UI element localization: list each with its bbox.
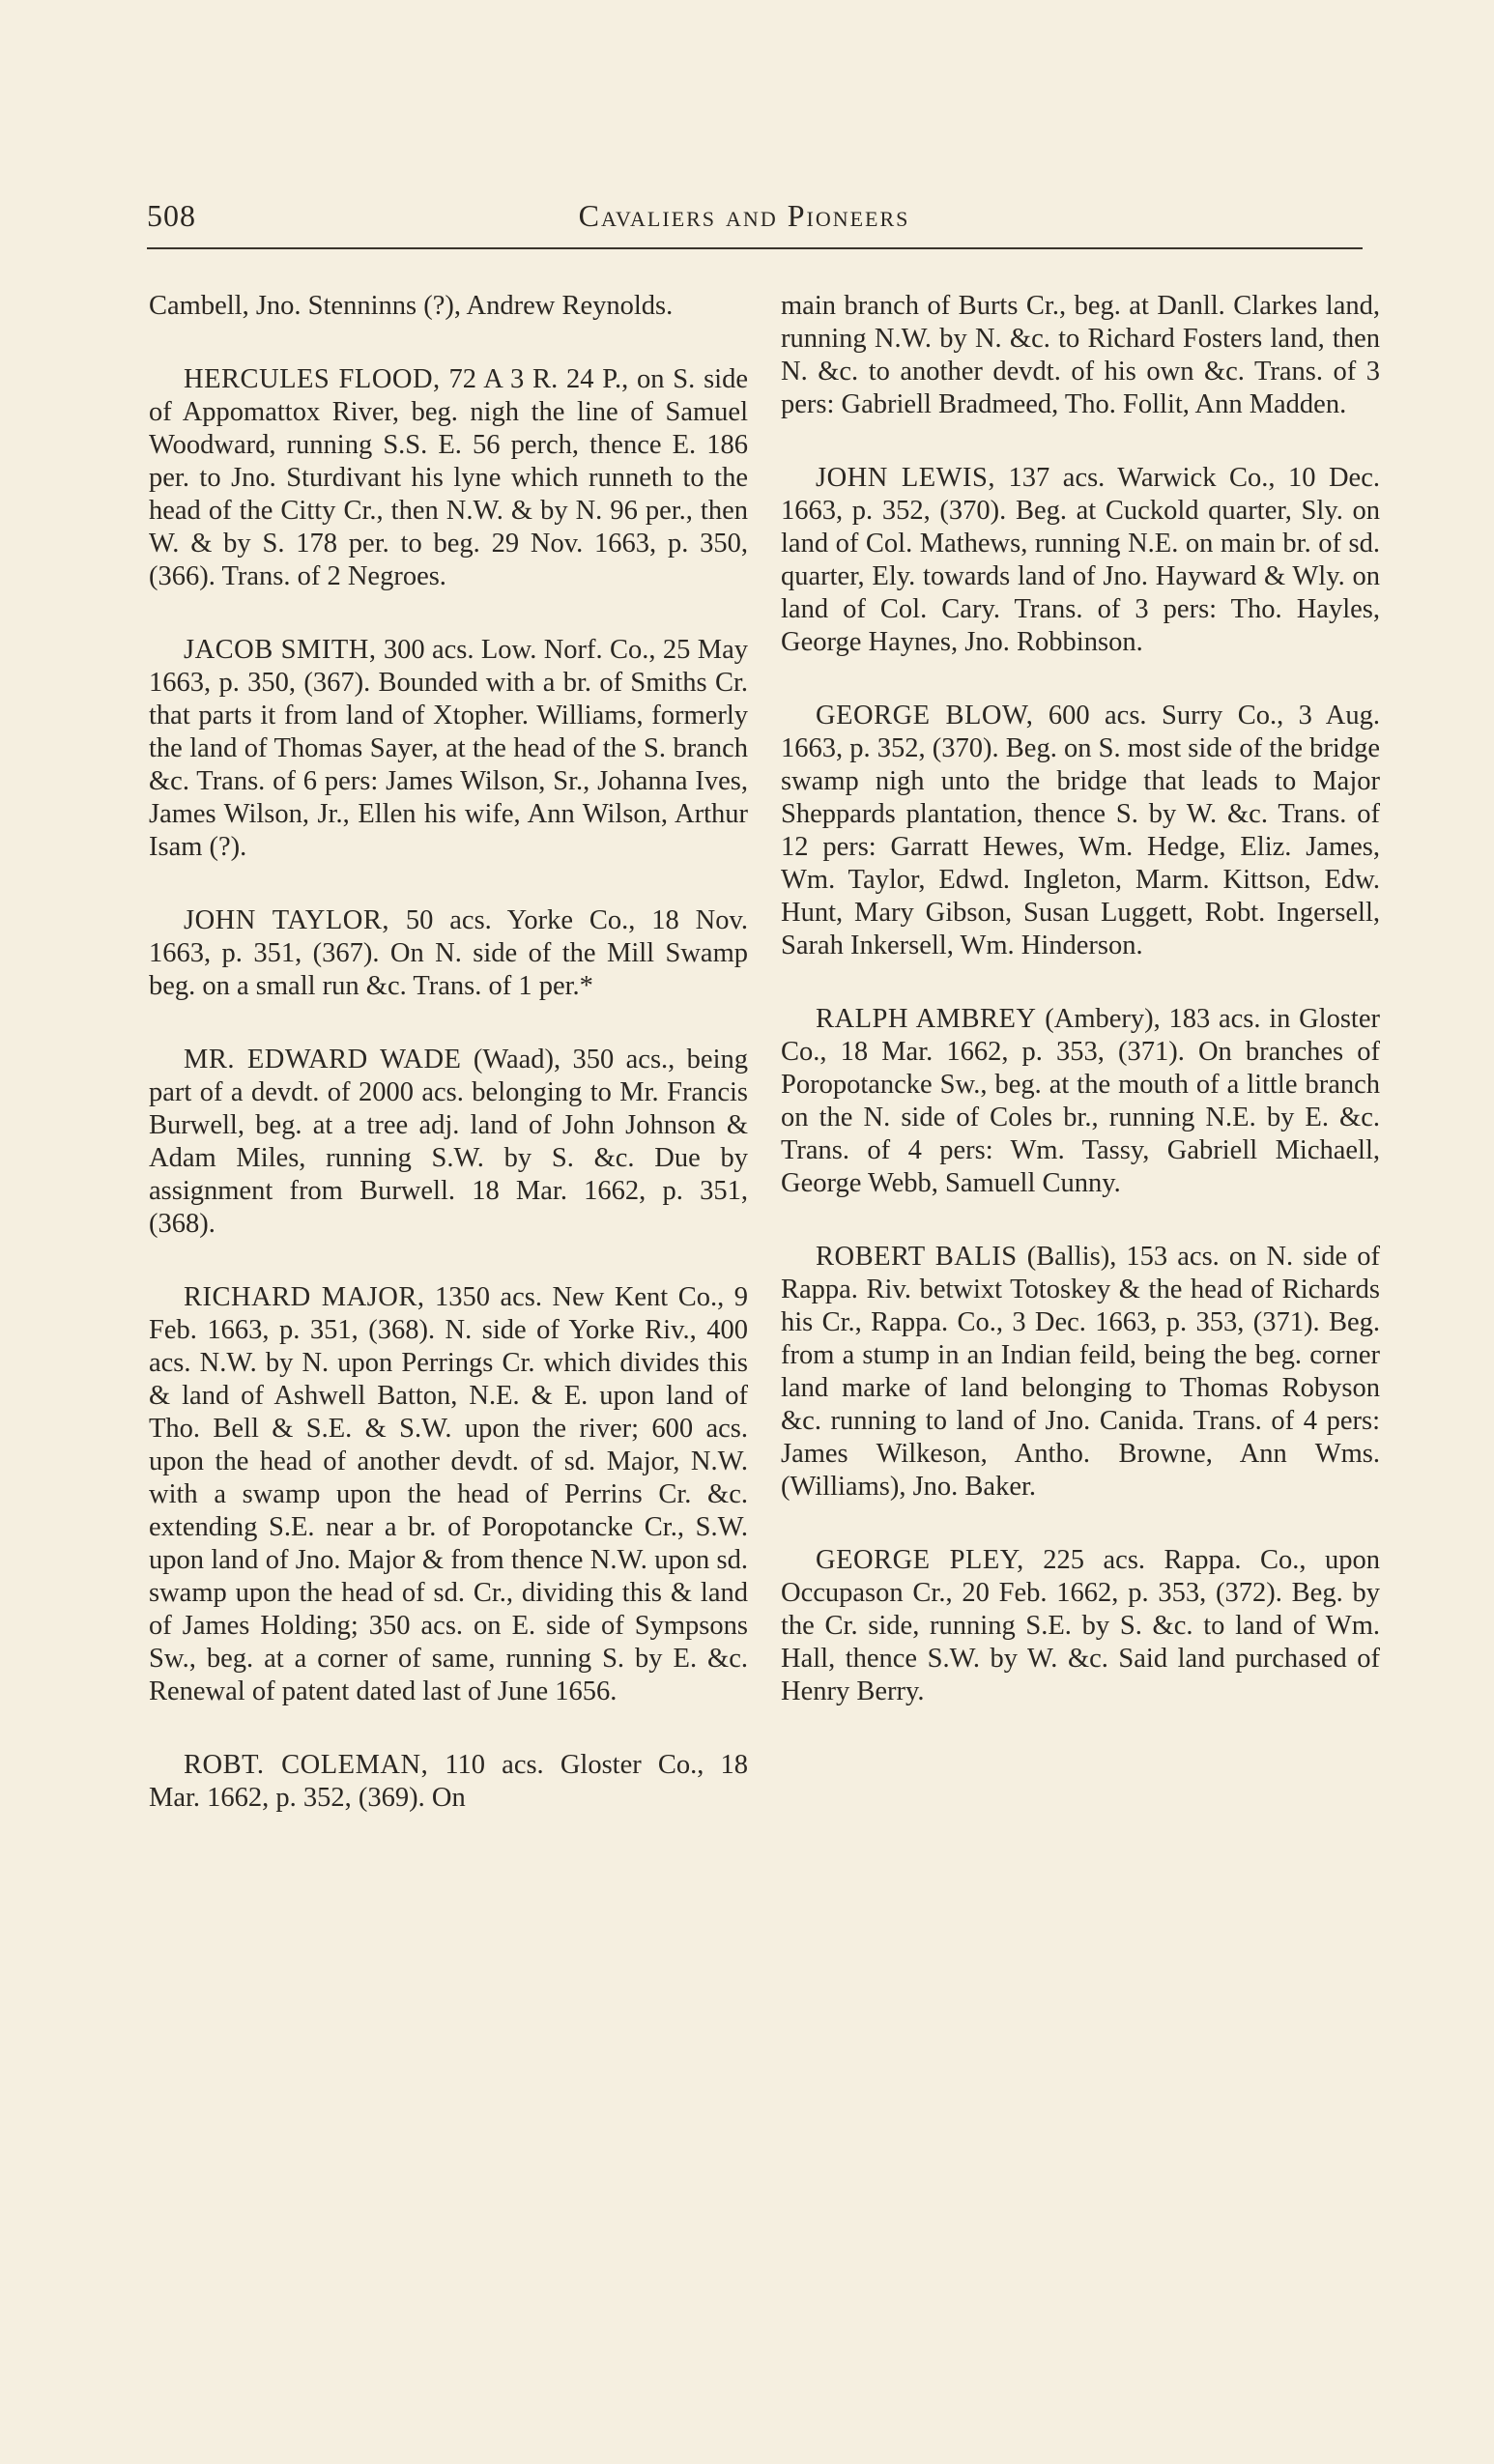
entry-name: GEORGE BLOW, bbox=[816, 701, 1034, 731]
entry-name: JACOB SMITH, bbox=[184, 635, 377, 665]
entry-text: 1350 acs. New Kent Co., 9 Feb. 1663, p. 351, (368). N. side of Yorke Riv., 400 acs. N.W. by N. upon Perrings Cr. which divides this & land of Ashwell Batton, N.E. & E. upon land of Tho. Bell & S.E. & S.W. upon the river; 600 acs. upon the head of another devdt. of sd. Major, N.W. with a swamp upon the head of Perrins Cr. &c. extending S.E. near a br. of Poropotancke Cr., S.W. upon land of Jno. Major & from thence N.W. upon sd. swamp upon the head of sd. Cr., dividing this & land of James Holding; 350 acs. on E. side of Sympsons Sw., beg. at a corner of same, running S. by E. &c. Renewal of patent dated last of June 1656. bbox=[149, 1282, 748, 1706]
entry-george-blow bbox=[781, 700, 1380, 962]
entry-name: RALPH AMBREY bbox=[816, 1004, 1037, 1034]
entry-ralph-ambrey bbox=[781, 1003, 1380, 1200]
left-column bbox=[149, 290, 748, 1855]
page-header bbox=[147, 198, 1363, 248]
entry-name: JOHN TAYLOR, bbox=[184, 905, 390, 935]
entry-name: MR. EDWARD WADE bbox=[184, 1045, 462, 1074]
entry-text: (Ballis), 153 acs. on N. side of Rappa. Riv. betwixt Totoskey & the head of Richards his Cr., Rappa. Co., 3 Dec. 1663, p. 353, (371). Beg. from a stump in an Indian feild, being the beg. corner land marke of land belonging to Thomas Robyson &c. running to land of Jno. Canida. Trans. of 4 pers: James Wilkeson, Antho. Browne, Ann Wms. (Williams), Jno. Baker. bbox=[781, 1242, 1381, 1502]
entry-continued bbox=[149, 290, 748, 323]
entry-robert-balis bbox=[781, 1241, 1380, 1504]
entry-john-taylor bbox=[149, 904, 748, 1003]
entry-text: Cambell, Jno. Stenninns (?), Andrew Reynolds. bbox=[149, 291, 674, 321]
header-rule bbox=[147, 247, 1363, 249]
entry-continued bbox=[781, 290, 1380, 421]
entry-name: ROBERT BALIS bbox=[816, 1242, 1018, 1272]
entry-name: GEORGE PLEY, bbox=[816, 1545, 1024, 1575]
entry-text: 72 A 3 R. 24 P., on S. side of Appomattox River, beg. nigh the line of Samuel Woodward, running S.S. E. 56 perch, thence E. 186 per. to Jno. Sturdivant his lyne which runneth to the head of the Citty Cr., then N.W. & by N. 96 per., then W. & by S. 178 per. to beg. 29 Nov. 1663, p. 350, (366). Trans. of 2 Negroes. bbox=[149, 364, 748, 591]
entry-edward-wade bbox=[149, 1044, 748, 1241]
entry-john-lewis bbox=[781, 462, 1380, 659]
entry-robt-coleman bbox=[149, 1749, 748, 1815]
entry-text: (Ambery), 183 acs. in Gloster Co., 18 Mar. 1662, p. 353, (371). On branches of Poropotancke Sw., beg. at the mouth of a little branch on the N. side of Coles br., running N.E. by E. &c. Trans. of 4 pers: Wm. Tassy, Gabriell Michaell, George Webb, Samuell Cunny. bbox=[781, 1004, 1380, 1198]
entry-name: HERCULES FLOOD, bbox=[184, 364, 441, 394]
entry-george-pley bbox=[781, 1544, 1380, 1708]
entry-text: 137 acs. Warwick Co., 10 Dec. 1663, p. 352, (370). Beg. at Cuckold quarter, Sly. on land of Col. Mathews, running N.E. on main br. of sd. quarter, Ely. towards land of Jno. Hayward & Wly. on land of Col. Cary. Trans. of 3 pers: Tho. Hayles, George Haynes, Jno. Robbinson. bbox=[781, 463, 1380, 657]
right-column bbox=[781, 290, 1380, 1749]
entry-name: ROBT. COLEMAN, bbox=[184, 1750, 429, 1780]
entry-jacob-smith bbox=[149, 634, 748, 864]
entry-text: 300 acs. Low. Norf. Co., 25 May 1663, p. 350, (367). Bounded with a br. of Smiths Cr. that parts it from land of Xtopher. Williams, formerly the land of Thomas Sayer, at the head of the S. branch &c. Trans. of 6 pers: James Wilson, Sr., Johanna Ives, James Wilson, Jr., Ellen his wife, Ann Wilson, Arthur Isam (?). bbox=[149, 635, 749, 862]
entry-text: main branch of Burts Cr., beg. at Danll. Clarkes land, running N.W. by N. &c. to Richard Fosters land, then N. &c. to another devdt. of his own &c. Trans. of 3 pers: Gabriell Bradmeed, Tho. Follit, Ann Madden. bbox=[781, 291, 1380, 419]
entry-text: 225 acs. Rappa. Co., upon Occupason Cr., 20 Feb. 1662, p. 353, (372). Beg. by the Cr. side, running S.E. by S. &c. to land of Wm. Hall, thence S.W. by W. &c. Said land purchased of Henry Berry. bbox=[781, 1545, 1380, 1706]
entry-text: 600 acs. Surry Co., 3 Aug. 1663, p. 352, (370). Beg. on S. most side of the bridge swamp nigh unto the bridge that leads to Major Sheppards plantation, thence S. by W. &c. Trans. of 12 pers: Garratt Hewes, Wm. Hedge, Eliz. James, Wm. Taylor, Edwd. Ingleton, Marm. Kittson, Edw. Hunt, Mary Gibson, Susan Luggett, Robt. Ingersell, Sarah Inkersell, Wm. Hinderson. bbox=[781, 701, 1380, 960]
page-number: 508 bbox=[147, 198, 196, 233]
entry-name: RICHARD MAJOR, bbox=[184, 1282, 425, 1312]
entry-text: (Waad), 350 acs., being part of a devdt. of 2000 acs. belonging to Mr. Francis Burwell, beg. at a tree adj. land of John Johnson & Adam Miles, running S.W. by S. &c. Due by assignment from Burwell. 18 Mar. 1662, p. 351, (368). bbox=[149, 1045, 749, 1239]
entry-text: 110 acs. Gloster Co., 18 Mar. 1662, p. 352, (369). On bbox=[149, 1750, 748, 1813]
entry-richard-major bbox=[149, 1281, 748, 1708]
entry-name: JOHN LEWIS, bbox=[816, 463, 996, 493]
running-title: Cavaliers and Pioneers bbox=[578, 198, 910, 233]
entry-hercules-flood bbox=[149, 363, 748, 593]
entry-text: 50 acs. Yorke Co., 18 Nov. 1663, p. 351, (367). On N. side of the Mill Swamp beg. on a small run &c. Trans. of 1 per.* bbox=[149, 905, 748, 1001]
